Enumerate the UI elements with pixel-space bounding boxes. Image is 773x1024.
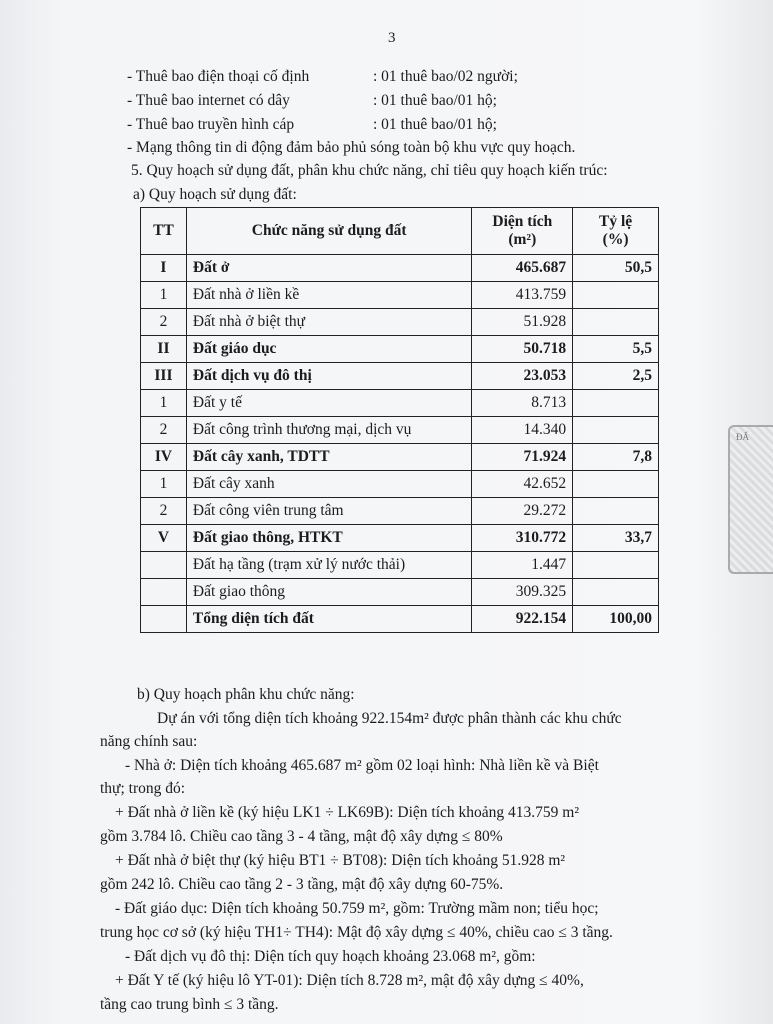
table-row <box>141 390 659 417</box>
row-ratio: 7,8 <box>573 444 659 471</box>
row-ratio <box>573 390 659 417</box>
table-row <box>141 552 659 579</box>
header-area-line2: (m²) <box>508 231 537 248</box>
header-area-line1: Diện tích <box>492 213 553 230</box>
header-ratio-line1: Tỷ lệ <box>599 213 633 230</box>
table-row <box>141 606 659 633</box>
telecom-label: - Thuê bao truyền hình cáp <box>127 116 295 133</box>
row-function: Tổng diện tích đất <box>186 606 472 633</box>
seal-stamp-icon <box>728 425 773 574</box>
row-function: Đất giao thông, HTKT <box>186 525 472 552</box>
subsection-a-heading: a) Quy hoạch sử dụng đất: <box>133 186 297 203</box>
table-row <box>141 282 659 309</box>
row-area: 1.447 <box>472 552 573 579</box>
row-area: 50.718 <box>472 336 573 363</box>
table-header-row <box>141 208 659 255</box>
row-function: Đất ở <box>186 255 472 282</box>
paragraph-line: - Đất giáo dục: Diện tích khoảng 50.759 m², gồm: Trường mầm non; tiểu học; <box>115 900 599 917</box>
paragraph-line: + Đất Y tế (ký hiệu lô YT-01): Diện tích 8.728 m², mật độ xây dựng ≤ 40%, <box>115 972 584 989</box>
row-area: 465.687 <box>472 255 573 282</box>
row-function: Đất công viên trung tâm <box>186 498 472 525</box>
row-tt: 2 <box>141 309 187 336</box>
row-tt: 1 <box>141 471 187 498</box>
table-row <box>141 471 659 498</box>
row-function: Đất nhà ở biệt thự <box>186 309 472 336</box>
section-5-heading: 5. Quy hoạch sử dụng đất, phân khu chức năng, chỉ tiêu quy hoạch kiến trúc: <box>131 162 608 179</box>
row-area: 413.759 <box>472 282 573 309</box>
row-ratio <box>573 579 659 606</box>
row-tt: II <box>141 336 187 363</box>
header-ratio-line2: (%) <box>602 231 629 248</box>
table-row <box>141 336 659 363</box>
table-body <box>141 255 659 633</box>
row-function: Đất cây xanh, TDTT <box>186 444 472 471</box>
table-row <box>141 363 659 390</box>
paragraph-line: gồm 242 lô. Chiều cao tầng 2 - 3 tầng, mật độ xây dựng 60-75%. <box>100 876 504 893</box>
row-area: 71.924 <box>472 444 573 471</box>
telecom-value: : 01 thuê bao/01 hộ; <box>373 92 497 109</box>
telecom-value: : 01 thuê bao/02 người; <box>373 68 518 85</box>
row-tt: 1 <box>141 282 187 309</box>
row-ratio <box>573 417 659 444</box>
row-function: Đất giáo dục <box>186 336 472 363</box>
telecom-label: - Thuê bao internet có dây <box>127 92 290 109</box>
row-ratio <box>573 552 659 579</box>
row-area: 309.325 <box>472 579 573 606</box>
row-ratio <box>573 471 659 498</box>
table-row <box>141 525 659 552</box>
header-area <box>472 208 573 255</box>
table-row <box>141 309 659 336</box>
paragraph-line: + Đất nhà ở liền kề (ký hiệu LK1 ÷ LK69B): Diện tích khoảng 413.759 m² <box>115 804 580 821</box>
paragraph-line: thự; trong đó: <box>100 780 186 797</box>
row-ratio <box>573 309 659 336</box>
table-row <box>141 579 659 606</box>
row-tt: III <box>141 363 187 390</box>
row-function: Đất dịch vụ đô thị <box>186 363 472 390</box>
header-function: Chức năng sử dụng đất <box>186 208 472 255</box>
row-area: 42.652 <box>472 471 573 498</box>
telecom-line-cable <box>127 116 497 134</box>
row-function: Đất công trình thương mại, dịch vụ <box>186 417 472 444</box>
table-row <box>141 498 659 525</box>
paragraph-line: trung học cơ sở (ký hiệu TH1÷ TH4): Mật độ xây dựng ≤ 40%, chiều cao ≤ 3 tầng. <box>100 924 613 941</box>
row-tt: IV <box>141 444 187 471</box>
row-ratio: 5,5 <box>573 336 659 363</box>
row-tt <box>141 606 187 633</box>
table-row <box>141 255 659 282</box>
row-area: 8.713 <box>472 390 573 417</box>
row-tt: 1 <box>141 390 187 417</box>
telecom-value: : 01 thuê bao/01 hộ; <box>373 116 497 133</box>
paragraph-line: năng chính sau: <box>100 733 198 750</box>
land-use-table <box>140 207 659 633</box>
row-tt <box>141 579 187 606</box>
row-function: Đất hạ tầng (trạm xử lý nước thải) <box>186 552 472 579</box>
row-area: 29.272 <box>472 498 573 525</box>
paragraph-line: - Nhà ở: Diện tích khoảng 465.687 m² gồm 02 loại hình: Nhà liền kề và Biệt <box>125 757 599 774</box>
row-ratio <box>573 282 659 309</box>
telecom-line-landline <box>127 68 518 86</box>
row-area: 51.928 <box>472 309 573 336</box>
paragraph-line: Dự án với tổng diện tích khoảng 922.154m² được phân thành các khu chức <box>157 710 622 727</box>
paragraph-line: + Đất nhà ở biệt thự (ký hiệu BT1 ÷ BT08): Diện tích khoảng 51.928 m² <box>115 852 566 869</box>
row-function: Đất nhà ở liền kề <box>186 282 472 309</box>
header-tt: TT <box>141 208 187 255</box>
row-function: Đất giao thông <box>186 579 472 606</box>
row-ratio: 33,7 <box>573 525 659 552</box>
telecom-line-internet <box>127 92 497 110</box>
row-tt: V <box>141 525 187 552</box>
row-tt <box>141 552 187 579</box>
row-tt: 2 <box>141 498 187 525</box>
row-tt: 2 <box>141 417 187 444</box>
table-row <box>141 417 659 444</box>
row-area: 23.053 <box>472 363 573 390</box>
table-row <box>141 444 659 471</box>
row-tt: I <box>141 255 187 282</box>
row-area: 14.340 <box>472 417 573 444</box>
row-ratio: 2,5 <box>573 363 659 390</box>
paragraph-line: tầng cao trung bình ≤ 3 tầng. <box>100 996 279 1013</box>
mobile-note: - Mạng thông tin di động đảm bảo phủ sóng toàn bộ khu vực quy hoạch. <box>127 139 576 156</box>
telecom-label: - Thuê bao điện thoại cố định <box>127 68 310 85</box>
stamp-text: ĐẤ <box>736 432 749 442</box>
row-area: 922.154 <box>472 606 573 633</box>
row-ratio <box>573 498 659 525</box>
row-function: Đất y tế <box>186 390 472 417</box>
paragraph-line: gồm 3.784 lô. Chiều cao tầng 3 - 4 tầng, mật độ xây dựng ≤ 80% <box>100 828 503 845</box>
row-area: 310.772 <box>472 525 573 552</box>
row-function: Đất cây xanh <box>186 471 472 498</box>
subsection-b-heading: b) Quy hoạch phân khu chức năng: <box>137 686 355 703</box>
header-ratio <box>573 208 659 255</box>
row-ratio: 50,5 <box>573 255 659 282</box>
page-number: 3 <box>388 30 396 46</box>
row-ratio: 100,00 <box>573 606 659 633</box>
paragraph-line: - Đất dịch vụ đô thị: Diện tích quy hoạch khoảng 23.068 m², gồm: <box>125 948 536 965</box>
